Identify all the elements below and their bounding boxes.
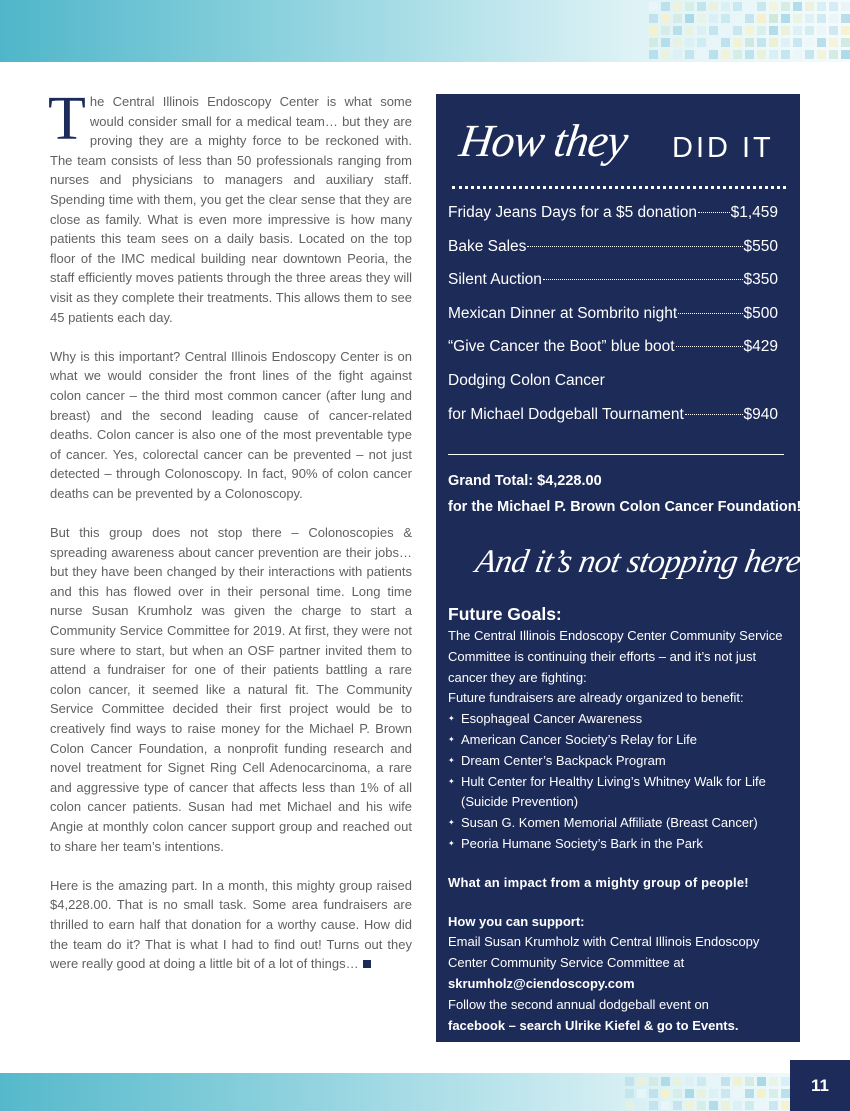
article-paragraph-3: But this group does not stop there – Colonoscopies & spreading awareness about cancer prevention are their jobs…but they have been changed by their interactions with patients and this has flowed over in their personal time. Long time nurse Susan Krumholz was given the charge to start a Community Service Committee for 2019. At first, they were not sure where to start, but when an OSF partner invited them to attend a fundraiser for one of their patients battling a rare colon cancer, it seemed like a natural fit. The Community Service Committee decided their first project would be to creatively find ways to raise money for the Michael P. Brown Colon Cancer Foundation, a nonprofit funding research and novel treatment for Signet Ring Cell Adenocarcinoma, a rare and aggressive type of cancer that affects less than 1% of all colon cancer patients. Susan had met Michael and his wife Angie at monthly colon cancer support group and reached out to share her team’s intentions. <box>50 525 412 854</box>
mosaic-tile <box>709 14 718 23</box>
dotted-divider <box>452 186 786 189</box>
goal-item: ✦ Hult Center for Healthy Living’s Whitney Walk for Life (Suicide Prevention) <box>448 772 793 814</box>
mosaic-tile <box>649 1089 658 1098</box>
mosaic-tile <box>757 2 766 11</box>
mosaic-tile <box>829 2 838 11</box>
leader-dots <box>685 414 743 415</box>
mosaic-tile <box>673 26 682 35</box>
fundraiser-label: Dodging Colon Cancer <box>448 371 605 389</box>
mosaic-tile <box>733 14 742 23</box>
goal-item: ✦ Esophageal Cancer Awareness <box>448 709 793 730</box>
fundraiser-label: Bake Sales <box>448 237 527 255</box>
mosaic-tile <box>685 26 694 35</box>
mosaic-tile <box>661 14 670 23</box>
mosaic-tile <box>805 14 814 23</box>
mosaic-tile <box>805 38 814 47</box>
mosaic-tile <box>721 2 730 11</box>
how-they-did-it-sidebar <box>436 94 815 1042</box>
mosaic-tile <box>649 1077 658 1086</box>
sidebar-title <box>436 112 800 182</box>
sidebar-title-script: How they <box>456 115 631 166</box>
mosaic-tile <box>805 26 814 35</box>
mosaic-tile <box>745 38 754 47</box>
grand-total-beneficiary: for the Michael P. Brown Colon Cancer Foundation! <box>448 499 802 515</box>
fundraiser-item <box>448 238 778 272</box>
mosaic-tile <box>685 38 694 47</box>
mosaic-tile <box>745 2 754 11</box>
mosaic-tile <box>781 1101 790 1110</box>
mosaic-tile <box>733 38 742 47</box>
mosaic-tile <box>709 1101 718 1110</box>
mosaic-tile <box>733 26 742 35</box>
end-mark-icon <box>363 960 371 968</box>
mosaic-tile <box>817 2 826 11</box>
mosaic-tile <box>757 1089 766 1098</box>
mosaic-tile <box>673 1101 682 1110</box>
mosaic-tile <box>697 1089 706 1098</box>
mosaic-tile <box>769 14 778 23</box>
mosaic-tile <box>697 1101 706 1110</box>
mosaic-tile <box>817 26 826 35</box>
mosaic-tile <box>817 14 826 23</box>
mosaic-tile <box>649 2 658 11</box>
fundraiser-amount: $500 <box>743 304 778 322</box>
mosaic-tile <box>721 1101 730 1110</box>
goal-item: ✦ Peoria Humane Society’s Bark in the Park <box>448 834 793 855</box>
mosaic-tile <box>721 26 730 35</box>
mosaic-tile <box>793 38 802 47</box>
mosaic-tile <box>685 1101 694 1110</box>
mosaic-tile <box>829 26 838 35</box>
leader-dots <box>676 346 743 347</box>
mosaic-tile <box>709 38 718 47</box>
leader-dots <box>527 246 742 247</box>
mosaic-tile <box>673 14 682 23</box>
leader-dots <box>698 212 730 213</box>
mosaic-tile <box>793 26 802 35</box>
mosaic-tile <box>829 50 838 59</box>
fundraiser-amount: $1,459 <box>730 204 778 221</box>
mosaic-tile <box>793 14 802 23</box>
mosaic-tile <box>733 1089 742 1098</box>
mosaic-tile <box>781 1089 790 1098</box>
mosaic-tile <box>769 38 778 47</box>
grand-total-amount: Grand Total: $4,228.00 <box>448 473 602 489</box>
article-paragraph-2: Why is this important? Central Illinois Endoscopy Center is on what we would consider the front lines of the fight against colon cancer – the third most common cancer (after lung and breast) and the second leading cause of cancer-related deaths. Colon cancer is also one of the most preventable type of cancer. Yes, colorectal cancer can be prevented – not just detected – through Colonoscopy. In fact, 90% of colon cancer deaths can be prevented by a Colonoscopy. <box>50 348 412 501</box>
mosaic-tile <box>733 50 742 59</box>
mosaic-tile <box>793 2 802 11</box>
header-band <box>0 0 850 62</box>
mosaic-tile <box>661 2 670 11</box>
mosaic-tile <box>661 1077 670 1086</box>
future-goals <box>448 602 793 1036</box>
mosaic-tile <box>685 1089 694 1098</box>
total-divider <box>448 454 784 455</box>
mosaic-tile <box>805 2 814 11</box>
mosaic-tile <box>697 38 706 47</box>
goal-item: ✦ Susan G. Komen Memorial Affiliate (Breast Cancer) <box>448 813 793 834</box>
goal-item: ✦ Dream Center’s Backpack Program <box>448 751 793 772</box>
footer-band <box>0 1073 850 1111</box>
mosaic-tile <box>685 2 694 11</box>
mosaic-tile <box>685 14 694 23</box>
support-email-link[interactable]: skrumholz@ciendoscopy.com <box>448 975 635 991</box>
mosaic-tile <box>841 14 850 23</box>
mosaic-tile <box>721 38 730 47</box>
mosaic-tile <box>721 1077 730 1086</box>
mosaic-tile <box>685 1077 694 1086</box>
mosaic-tile <box>709 26 718 35</box>
article-paragraph-4-text: Here is the amazing part. In a month, this mighty group raised $4,228.00. That is no small task. Some area fundraisers are thrilled to earn half that donation for a worthy cause. How did the team do it? That is what I had to find out! Turns out they were really good at doing a little bit of a lot of things… <box>50 877 412 972</box>
support-section <box>448 912 793 1037</box>
mosaic-tile <box>649 1101 658 1110</box>
mosaic-tile <box>661 1089 670 1098</box>
mosaic-tile <box>757 50 766 59</box>
mosaic-tile <box>625 1101 634 1110</box>
mosaic-tile <box>841 38 850 47</box>
drop-cap: T <box>48 85 86 153</box>
mosaic-tile <box>745 50 754 59</box>
mosaic-tile <box>781 14 790 23</box>
mosaic-tile <box>697 2 706 11</box>
mosaic-tile <box>661 38 670 47</box>
mosaic-tile <box>649 14 658 23</box>
article-paragraph-1 <box>48 85 412 327</box>
mosaic-tile <box>733 1077 742 1086</box>
mosaic-tile <box>841 2 850 11</box>
mosaic-tile <box>637 1089 646 1098</box>
mosaic-tile <box>829 14 838 23</box>
mosaic-tile <box>769 50 778 59</box>
mosaic-tile <box>817 50 826 59</box>
leader-dots <box>543 279 743 280</box>
fundraiser-amount: $429 <box>743 338 778 356</box>
fundraiser-label: Mexican Dinner at Sombrito night <box>448 304 678 322</box>
mosaic-tile <box>697 26 706 35</box>
mosaic-tile <box>673 1077 682 1086</box>
fundraiser-amount: $940 <box>743 405 778 423</box>
mosaic-tile <box>781 2 790 11</box>
fundraiser-item-line1 <box>448 372 778 406</box>
mosaic-tile <box>721 50 730 59</box>
impact-statement: What an impact from a mighty group of people! <box>448 874 749 890</box>
fundraiser-label: for Michael Dodgeball Tournament <box>448 405 684 423</box>
mosaic-tile <box>769 2 778 11</box>
not-stopping-heading: And it’s not stopping here! <box>472 544 815 580</box>
mosaic-tile <box>673 1089 682 1098</box>
mosaic-tile <box>637 1101 646 1110</box>
fundraiser-item <box>448 338 778 372</box>
mosaic-tile <box>757 26 766 35</box>
mosaic-tile <box>841 50 850 59</box>
mosaic-tile <box>757 38 766 47</box>
mosaic-tile <box>769 1101 778 1110</box>
mosaic-tile <box>637 1077 646 1086</box>
mosaic-tile <box>805 50 814 59</box>
fundraiser-item <box>448 271 778 305</box>
fundraiser-item <box>448 204 778 238</box>
article-body <box>48 85 412 993</box>
mosaic-tile <box>625 1077 634 1086</box>
support-follow-text: Follow the second annual dodgeball event on <box>448 996 709 1012</box>
mosaic-tile <box>781 26 790 35</box>
mosaic-tile <box>649 50 658 59</box>
fundraiser-amount: $550 <box>743 237 778 255</box>
sidebar-title-caps: DID IT <box>672 132 774 164</box>
mosaic-tile <box>841 26 850 35</box>
mosaic-tile <box>757 14 766 23</box>
mosaic-tile <box>781 50 790 59</box>
mosaic-tile <box>829 38 838 47</box>
mosaic-tile <box>649 38 658 47</box>
mosaic-tile <box>685 50 694 59</box>
future-goals-lead: Future fundraisers are already organized to benefit: <box>448 690 744 706</box>
article-paragraph-1-text: he Central Illinois Endoscopy Center is what some would consider small for a medical team… but they are proving they are a mighty force to be reckoned with. The team consists of less than 50 professionals ranging from nurses and physicians to managers and auxiliary staff. Spending time with them, you get the clear sense that they are close as family. What is even more impressive is how many patients this team sees on a daily basis. Located on the top floor of the IMC medical building near downtown Peoria, the staff efficiently moves patients through the three areas they will visit as they complete their treatments. This allows them to see 45 patients each day. <box>50 94 412 325</box>
fundraiser-item <box>448 305 778 339</box>
fundraiser-label: Friday Jeans Days for a $5 donation <box>448 204 697 221</box>
mosaic-tile <box>745 1077 754 1086</box>
mosaic-tile <box>745 1089 754 1098</box>
grand-total <box>448 468 802 520</box>
mosaic-tile <box>625 1089 634 1098</box>
mosaic-tile <box>697 50 706 59</box>
mosaic-tile <box>697 14 706 23</box>
mosaic-tile <box>745 1101 754 1110</box>
fundraiser-label: Silent Auction <box>448 271 542 289</box>
fundraiser-amount: $350 <box>743 271 778 289</box>
mosaic-tile <box>709 1077 718 1086</box>
mosaic-tile <box>793 50 802 59</box>
mosaic-tile <box>649 26 658 35</box>
fundraiser-list <box>448 204 778 439</box>
mosaic-tile <box>757 1077 766 1086</box>
mosaic-tile <box>769 1077 778 1086</box>
fundraiser-label: “Give Cancer the Boot” blue boot <box>448 338 675 356</box>
goal-item: ✦ American Cancer Society’s Relay for Life <box>448 730 793 751</box>
mosaic-tile <box>709 1089 718 1098</box>
mosaic-tile <box>781 1077 790 1086</box>
mosaic-tile <box>733 1101 742 1110</box>
mosaic-tile <box>769 26 778 35</box>
mosaic-tile <box>709 2 718 11</box>
mosaic-tile <box>781 38 790 47</box>
support-text: Email Susan Krumholz with Central Illinois Endoscopy Center Community Service Committee at <box>448 934 760 971</box>
mosaic-tile <box>661 26 670 35</box>
future-goals-intro: The Central Illinois Endoscopy Center Community Service Committee is continuing their efforts – and it’s not just cancer they are fighting: <box>448 628 783 685</box>
mosaic-tile <box>769 1089 778 1098</box>
mosaic-tile <box>661 50 670 59</box>
mosaic-tile <box>757 1101 766 1110</box>
article-paragraph-4 <box>50 876 412 974</box>
future-goals-title: Future Goals: <box>448 604 562 624</box>
mosaic-tile <box>673 38 682 47</box>
fundraiser-item <box>448 406 778 440</box>
header-mosaic <box>649 2 850 59</box>
future-goals-list <box>448 709 793 855</box>
leader-dots <box>678 313 742 314</box>
mosaic-tile <box>673 2 682 11</box>
mosaic-tile <box>721 1089 730 1098</box>
mosaic-tile <box>745 26 754 35</box>
mosaic-tile <box>721 14 730 23</box>
mosaic-tile <box>673 50 682 59</box>
mosaic-tile <box>745 14 754 23</box>
mosaic-tile <box>709 50 718 59</box>
support-facebook-text: facebook – search Ulrike Kiefel & go to Events. <box>448 1017 739 1033</box>
mosaic-tile <box>697 1077 706 1086</box>
support-title: How you can support: <box>448 913 585 929</box>
mosaic-tile <box>733 2 742 11</box>
mosaic-tile <box>817 38 826 47</box>
footer-mosaic <box>625 1077 790 1110</box>
page-number: 11 <box>790 1060 850 1111</box>
mosaic-tile <box>661 1101 670 1110</box>
